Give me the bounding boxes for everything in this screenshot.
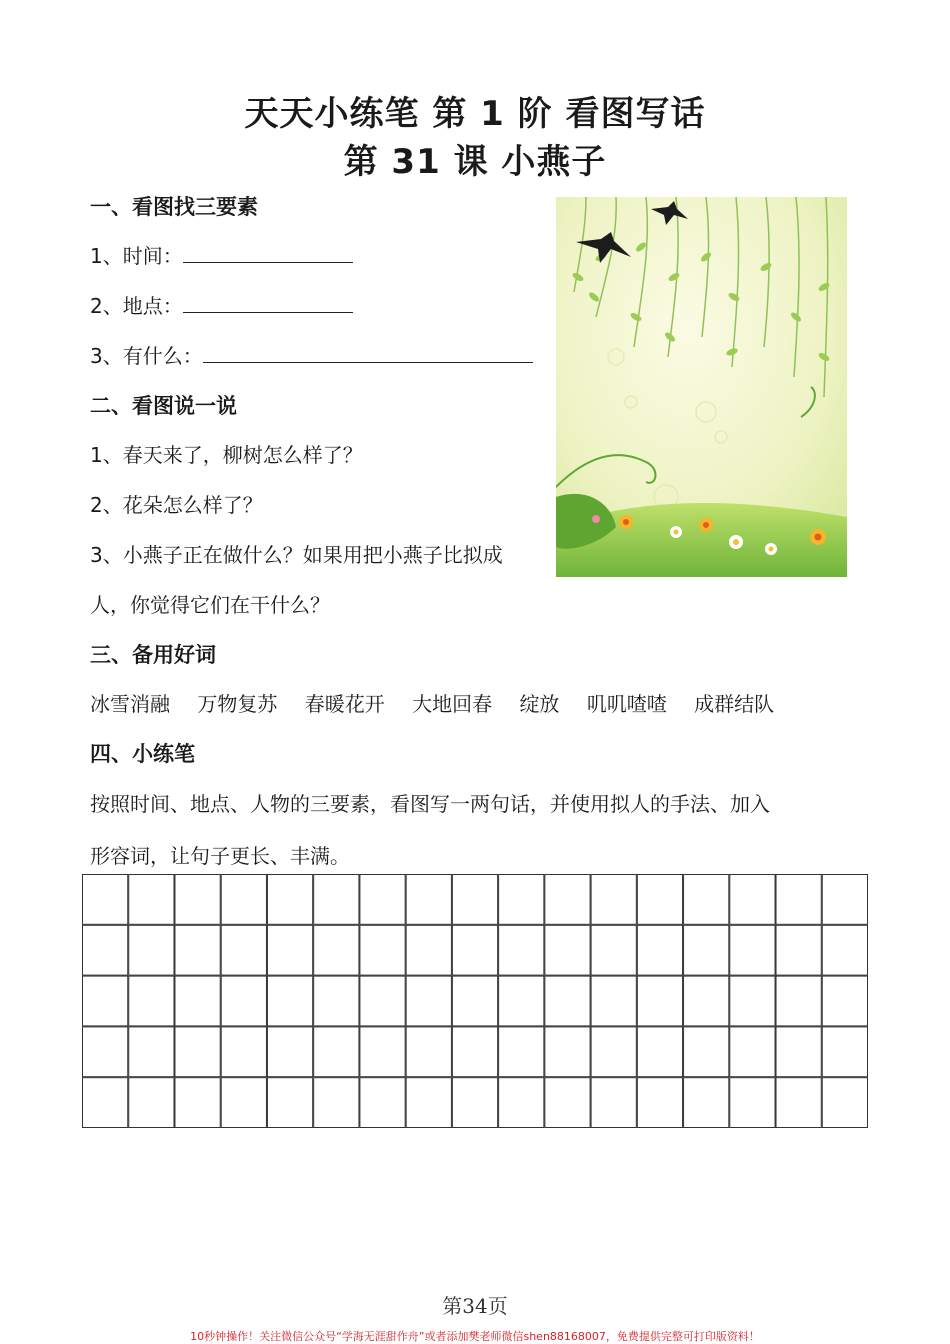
grid-cell[interactable] — [83, 1078, 128, 1128]
grid-cell[interactable] — [730, 1027, 775, 1077]
grid-cell[interactable] — [776, 1027, 821, 1077]
grid-cell[interactable] — [267, 925, 312, 975]
grid-cell[interactable] — [822, 875, 867, 925]
what-answer-line[interactable] — [203, 348, 533, 363]
lesson-title: 第 31 课 小燕子 — [343, 142, 607, 182]
question-3-continued: 人，你觉得它们在干什么？ — [90, 593, 330, 617]
grid-cell[interactable] — [267, 976, 312, 1026]
instruction-line-2: 形容词，让句子更长、丰满。 — [90, 844, 350, 868]
word-2: 万物复苏 — [197, 692, 278, 716]
grid-cell[interactable] — [452, 976, 497, 1026]
grid-cell[interactable] — [776, 1078, 821, 1128]
grid-cell[interactable] — [83, 976, 128, 1026]
grid-cell[interactable] — [730, 925, 775, 975]
grid-cell[interactable] — [267, 1078, 312, 1128]
grid-cell[interactable] — [822, 976, 867, 1026]
section4-heading: 四、小练笔 — [90, 742, 195, 766]
grid-cell[interactable] — [776, 925, 821, 975]
grid-cell[interactable] — [221, 1027, 266, 1077]
grid-cell[interactable] — [175, 925, 220, 975]
grid-cell[interactable] — [360, 1078, 405, 1128]
grid-cell[interactable] — [545, 875, 590, 925]
grid-cell[interactable] — [175, 1078, 220, 1128]
grid-cell[interactable] — [776, 875, 821, 925]
what-label: 3、有什么： — [90, 344, 203, 368]
grid-cell[interactable] — [499, 1078, 544, 1128]
grid-cell[interactable] — [591, 1078, 636, 1128]
grid-cell[interactable] — [499, 875, 544, 925]
grid-cell[interactable] — [175, 875, 220, 925]
time-label: 1、时间： — [90, 244, 183, 268]
grid-cell[interactable] — [267, 875, 312, 925]
grid-cell[interactable] — [684, 925, 729, 975]
grid-cell[interactable] — [499, 1027, 544, 1077]
grid-cell[interactable] — [637, 976, 682, 1026]
grid-cell[interactable] — [545, 1027, 590, 1077]
grid-cell[interactable] — [406, 875, 451, 925]
word-4: 大地回春 — [412, 692, 493, 716]
grid-cell[interactable] — [360, 1027, 405, 1077]
grid-cell[interactable] — [406, 976, 451, 1026]
grid-cell[interactable] — [545, 976, 590, 1026]
grid-cell[interactable] — [730, 976, 775, 1026]
grid-cell[interactable] — [452, 1027, 497, 1077]
instruction-line-1: 按照时间、地点、人物的三要素，看图写一两句话，并使用拟人的手法、加入 — [90, 792, 770, 816]
grid-cell[interactable] — [545, 1078, 590, 1128]
grid-cell[interactable] — [83, 1027, 128, 1077]
word-5: 绽放 — [519, 692, 560, 716]
grid-cell[interactable] — [267, 1027, 312, 1077]
time-prompt — [90, 240, 353, 269]
grid-cell[interactable] — [175, 1027, 220, 1077]
grid-cell[interactable] — [730, 1078, 775, 1128]
place-prompt — [90, 290, 353, 319]
word-7: 成群结队 — [694, 692, 775, 716]
word-3: 春暖花开 — [304, 692, 385, 716]
section2-heading: 二、看图说一说 — [90, 394, 237, 418]
grid-cell[interactable] — [545, 925, 590, 975]
question-3: 3、小燕子正在做什么？如果用把小燕子比拟成 — [90, 543, 503, 567]
grid-cell[interactable] — [129, 1078, 174, 1128]
grid-cell[interactable] — [822, 1078, 867, 1128]
grid-cell[interactable] — [591, 925, 636, 975]
grid-cell[interactable] — [591, 875, 636, 925]
grid-cell[interactable] — [637, 875, 682, 925]
grid-cell[interactable] — [360, 875, 405, 925]
grid-cell[interactable] — [637, 1078, 682, 1128]
grid-cell[interactable] — [684, 1078, 729, 1128]
time-answer-line[interactable] — [183, 248, 353, 263]
section3-heading: 三、备用好词 — [90, 643, 216, 667]
grid-cell[interactable] — [591, 976, 636, 1026]
grid-cell[interactable] — [499, 925, 544, 975]
grid-cell[interactable] — [499, 976, 544, 1026]
grid-cell[interactable] — [314, 925, 359, 975]
grid-cell[interactable] — [684, 1027, 729, 1077]
grid-cell[interactable] — [591, 1027, 636, 1077]
grid-cell[interactable] — [452, 925, 497, 975]
what-prompt — [90, 340, 533, 369]
grid-cell[interactable] — [730, 875, 775, 925]
grid-cell[interactable] — [637, 1027, 682, 1077]
question-2: 2、花朵怎么样了？ — [90, 493, 263, 517]
grid-cell[interactable] — [637, 925, 682, 975]
grid-cell[interactable] — [406, 1027, 451, 1077]
grid-cell[interactable] — [314, 1027, 359, 1077]
grid-cell[interactable] — [406, 1078, 451, 1128]
grid-cell[interactable] — [221, 976, 266, 1026]
grid-cell[interactable] — [314, 1078, 359, 1128]
grid-cell[interactable] — [221, 925, 266, 975]
grid-cell[interactable] — [129, 976, 174, 1026]
grid-cell[interactable] — [175, 976, 220, 1026]
question-1: 1、春天来了，柳树怎么样了？ — [90, 443, 363, 467]
page-number: 第34页 — [442, 1294, 508, 1318]
grid-cell[interactable] — [684, 875, 729, 925]
word-6: 叽叽喳喳 — [586, 692, 667, 716]
grid-cell[interactable] — [684, 976, 729, 1026]
grid-cell[interactable] — [452, 1078, 497, 1128]
word-1: 冰雪消融 — [90, 692, 170, 716]
grid-cell[interactable] — [83, 925, 128, 975]
grid-cell[interactable] — [314, 976, 359, 1026]
grid-cell[interactable] — [221, 875, 266, 925]
grid-cell[interactable] — [221, 1078, 266, 1128]
grid-cell[interactable] — [822, 1027, 867, 1077]
word-bank — [90, 688, 795, 717]
grid-cell[interactable] — [406, 925, 451, 975]
grid-cell[interactable] — [83, 875, 128, 925]
place-answer-line[interactable] — [183, 298, 353, 313]
grid-cell[interactable] — [129, 1027, 174, 1077]
grid-cell[interactable] — [360, 925, 405, 975]
place-label: 2、地点： — [90, 294, 183, 318]
grid-cell[interactable] — [452, 875, 497, 925]
section1-heading: 一、看图找三要素 — [90, 195, 258, 219]
grid-cell[interactable] — [822, 925, 867, 975]
spring-willow-swallow-illustration — [556, 197, 847, 577]
grid-cell[interactable] — [129, 925, 174, 975]
grid-cell[interactable] — [129, 875, 174, 925]
grid-cell[interactable] — [776, 976, 821, 1026]
worksheet-title: 天天小练笔 第 1 阶 看图写话 — [244, 94, 706, 134]
writing-grid[interactable] — [82, 874, 868, 1128]
grid-cell[interactable] — [360, 976, 405, 1026]
footer-notice: 10秒钟操作！关注微信公众号“学海无涯甜作舟”或者添加樊老师微信shen88168007，免费提供完整可打印版资料！ — [190, 1330, 760, 1343]
grid-cell[interactable] — [314, 875, 359, 925]
